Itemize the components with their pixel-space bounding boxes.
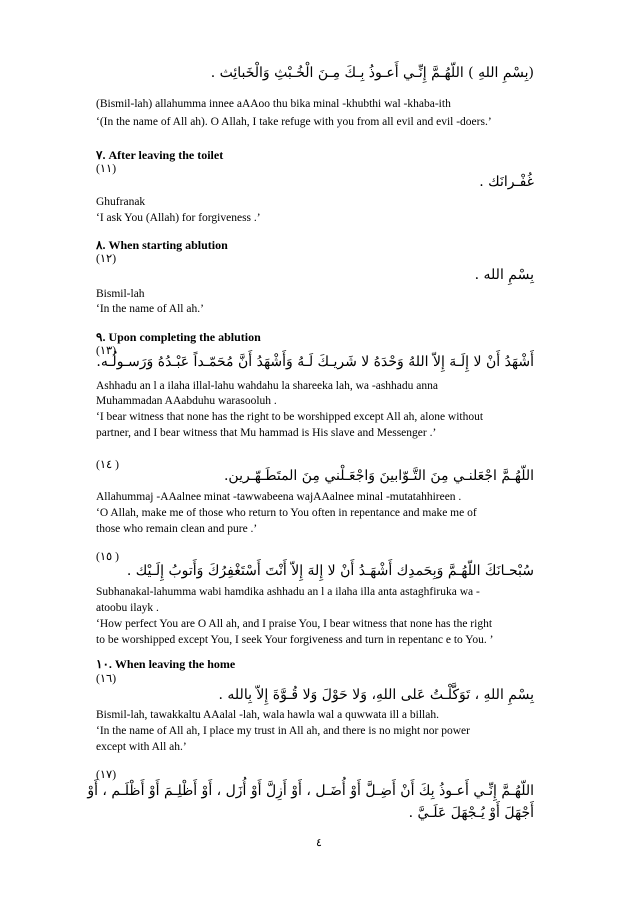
arabic-text: سُبْحـانَكَ اللّهُـمَّ وَبِحَمدِك أَشْهَـدُ أَنْ لا إِلهَ إِلاّ أَنْتَ أَسْتَغْفِرُكَ وَأَتوبُ إِلَـيْك . bbox=[126, 563, 534, 579]
reference-number: (١٤ ) bbox=[96, 459, 119, 471]
reference-number: (١٦) bbox=[96, 673, 117, 685]
page-number: ٤ bbox=[316, 837, 322, 849]
reference-number: (١٢) bbox=[96, 253, 117, 265]
section-heading: ٧. After leaving the toilet bbox=[96, 148, 224, 162]
arabic-text-continued: أَجْهَلَ أَوْ يُـجْهَلَ عَلَـيَّ . bbox=[408, 805, 534, 821]
arabic-text: أَشْهَدُ أَنْ لا إِلَـهَ إِلاّ اللهُ وَحْدَهُ لا شَريـكَ لَـهُ وَأَشْهَدُ أَنَّ مُحَمّـداً عَبْـدُهُ وَرَسـولُـه. bbox=[96, 354, 534, 370]
reference-number: (١٣) bbox=[96, 345, 117, 357]
arabic-text: اللّهُـمَّ اجْعَلنـي مِنَ التَّـوّابينَ وَاجْعَـلْني مِنَ المتَطَـهّـرين. bbox=[223, 468, 534, 484]
translation-line: ‘In the name of All ah.’ bbox=[96, 303, 204, 315]
translation-line: ‘I bear witness that none has the right to be worshipped except All ah, alone without bbox=[96, 411, 484, 423]
translation-line: partner, and I bear witness that Mu hammad is His slave and Messenger .’ bbox=[96, 427, 437, 439]
transliteration-line: Bismil-lah, tawakkaltu AAalal -lah, wala hawla wal a quwwata ill a billah. bbox=[96, 709, 439, 721]
translation-line: ‘How perfect You are O All ah, and I praise You, I bear witness that none has the right bbox=[96, 618, 493, 630]
translation-line: ‘In the name of All ah, I place my trust in All ah, and there is no might nor power bbox=[96, 725, 470, 737]
transliteration-line: Subhanakal-lahumma wabi hamdika ashhadu an l a ilaha illa anta astaghfiruka wa - bbox=[96, 586, 480, 598]
arabic-text: (بِسْمِ اللهِ ) اللّهُـمَّ إِنِّـي أَعـوذُ بِـكَ مِـنَ الْخُـبْثِ وَالْخَبائِث . bbox=[210, 65, 534, 81]
section-heading: ٨. When starting ablution bbox=[96, 238, 228, 252]
section-heading: ٩. Upon completing the ablution bbox=[96, 330, 261, 344]
translation-line: ‘(In the name of All ah). O Allah, I take refuge with you from all evil and evil -doers.’ bbox=[96, 116, 492, 128]
transliteration-line: Ghufranak bbox=[96, 196, 146, 208]
transliteration-line: Muhammadan AAabduhu warasooluh . bbox=[96, 395, 277, 407]
translation-line: those who remain clean and pure .’ bbox=[96, 523, 258, 535]
transliteration-line: Allahummaj -AAalnee minat -tawwabeena wajAAalnee minal -mutatahhireen . bbox=[96, 491, 462, 503]
translation-line: except with All ah.’ bbox=[96, 741, 187, 753]
reference-number: (١١) bbox=[96, 163, 117, 175]
section-heading: ١٠. When leaving the home bbox=[96, 657, 236, 671]
transliteration-line: Bismil-lah bbox=[96, 288, 145, 300]
arabic-text: بِسْمِ اللهِ ، تَوَكَّلْـتُ عَلى اللهِ، وَلا حَوْلَ وَلا قُـوَّةَ إِلاّ بِالله . bbox=[218, 687, 534, 703]
arabic-text: اللّهُـمَّ إِنِّـي أَعـوذُ بِكَ أَنْ أَضِـلَّ أَوْ أُضَـل ، أَوْ أَزِلَّ أَوْ أُزَل ، أَوْ أَظْلِـمَ أَوْ أَظْلَـم ، أَوْ bbox=[87, 783, 534, 799]
arabic-text: بِسْمِ الله . bbox=[474, 267, 534, 283]
transliteration-line: atoobu ilayk . bbox=[96, 602, 159, 614]
translation-line: ‘O Allah, make me of those who return to You often in repentance and make me of bbox=[96, 507, 477, 519]
transliteration-line: Ashhadu an l a ilaha illal-lahu wahdahu la shareeka lah, wa -ashhadu anna bbox=[96, 380, 438, 392]
translation-line: ‘I ask You (Allah) for forgiveness .’ bbox=[96, 212, 261, 224]
reference-number: (١٥ ) bbox=[96, 551, 119, 563]
arabic-text: غُفْـرانَك . bbox=[479, 174, 534, 190]
transliteration-line: (Bismil-lah) allahumma innee aAAoo thu bika minal -khubthi wal -khaba-ith bbox=[96, 98, 451, 110]
reference-number: (١٧) bbox=[96, 769, 117, 781]
translation-line: to be worshipped except You, I seek Your forgiveness and turn in repentanc e to You. ’ bbox=[96, 634, 494, 646]
